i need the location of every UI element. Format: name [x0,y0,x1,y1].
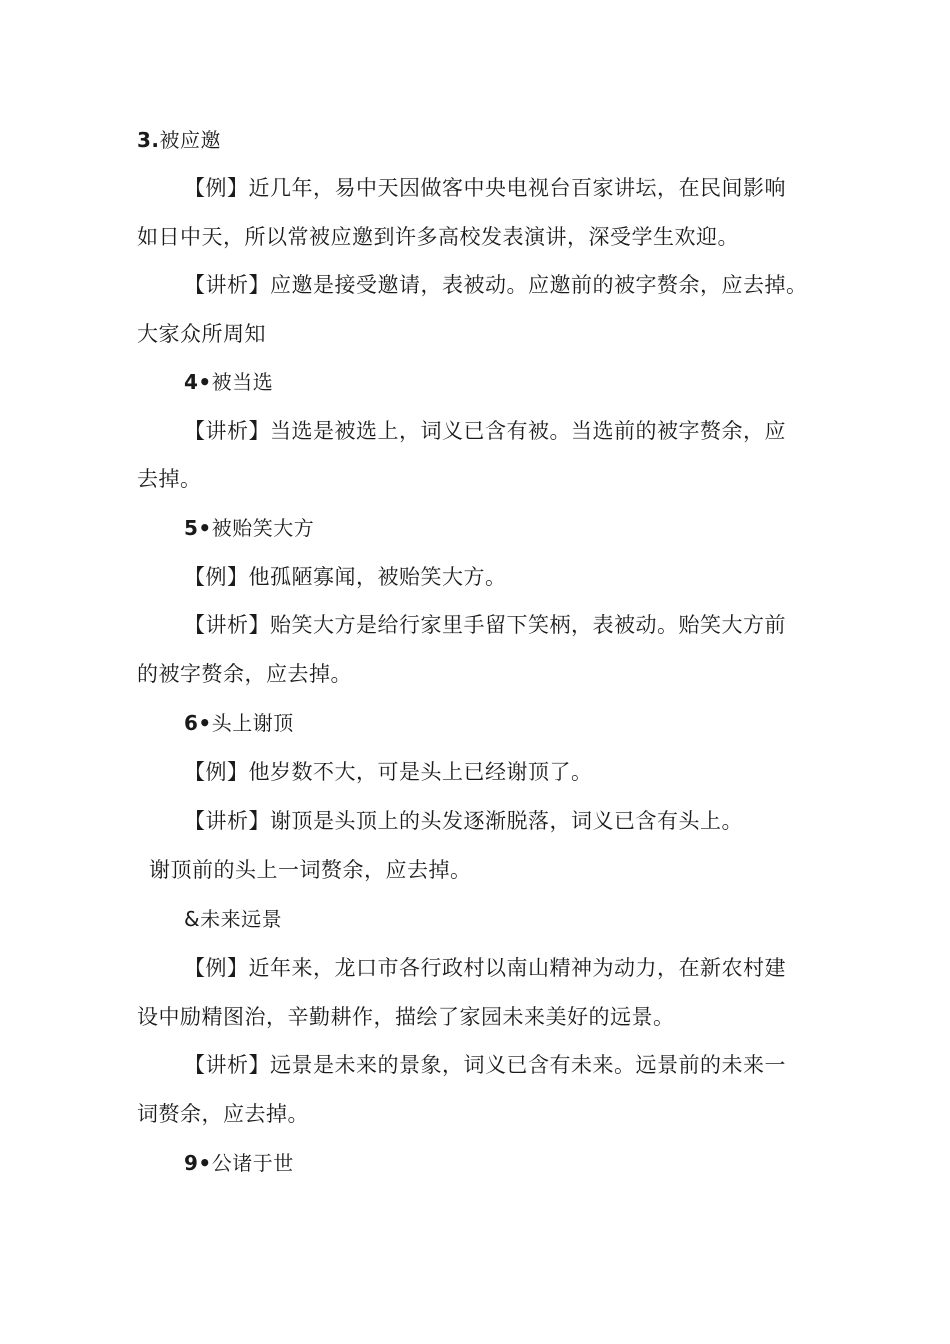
section-number: 6• [184,711,212,735]
section-title: 头上谢顶 [211,711,294,735]
example-paragraph-line: 【例】他孤陋寡闻，被贻笑大方。 [184,565,507,589]
section-number: 9• [184,1151,212,1175]
analysis-paragraph-line: 【讲析】谢顶是头顶上的头发逐渐脱落，词义已含有头上。 [184,809,743,833]
section-heading-9 [184,1148,294,1178]
example-paragraph-line: 如日中天，所以常被应邀到许多高校发表演讲，深受学生欢迎。 [137,225,739,249]
analysis-paragraph-line: 【讲析】贻笑大方是给行家里手留下笑柄，表被动。贻笑大方前 [184,613,786,637]
section-number: 5• [184,516,212,540]
analysis-paragraph-line: 大家众所周知 [137,322,266,346]
section-heading-5 [184,513,314,543]
section-title: 被贻笑大方 [211,516,315,540]
analysis-paragraph-line: 【讲析】当选是被选上，词义已含有被。当选前的被字赘余，应 [184,419,786,443]
section-title: 公诸于世 [211,1151,294,1175]
section-title: 被当选 [211,370,274,394]
section-heading-4 [184,367,273,397]
analysis-paragraph-line: 【讲析】应邀是接受邀请，表被动。应邀前的被字赘余，应去掉。 [184,273,808,297]
section-heading-3 [137,125,221,155]
analysis-paragraph-line: 词赘余，应去掉。 [137,1102,309,1126]
section-title: 被应邀 [159,128,222,152]
section-number: 3. [137,128,160,152]
analysis-paragraph-line: 谢顶前的头上一词赘余，应去掉。 [149,858,472,882]
analysis-paragraph-line: 去掉。 [137,467,202,491]
example-paragraph-line: 【例】近年来，龙口市各行政村以南山精神为动力，在新农村建 [184,956,786,980]
section-heading-6 [184,708,294,738]
example-paragraph-line: 【例】近几年，易中天因做客中央电视台百家讲坛，在民间影响 [184,176,786,200]
example-paragraph-line: 设中励精图治，辛勤耕作，描绘了家园未来美好的远景。 [137,1005,675,1029]
section-heading-8: &未来远景 [184,907,283,931]
analysis-paragraph-line: 的被字赘余，应去掉。 [137,662,352,686]
section-number: 4• [184,370,212,394]
analysis-paragraph-line: 【讲析】远景是未来的景象，词义已含有未来。远景前的未来一 [184,1053,786,1077]
example-paragraph-line: 【例】他岁数不大，可是头上已经谢顶了。 [184,760,593,784]
